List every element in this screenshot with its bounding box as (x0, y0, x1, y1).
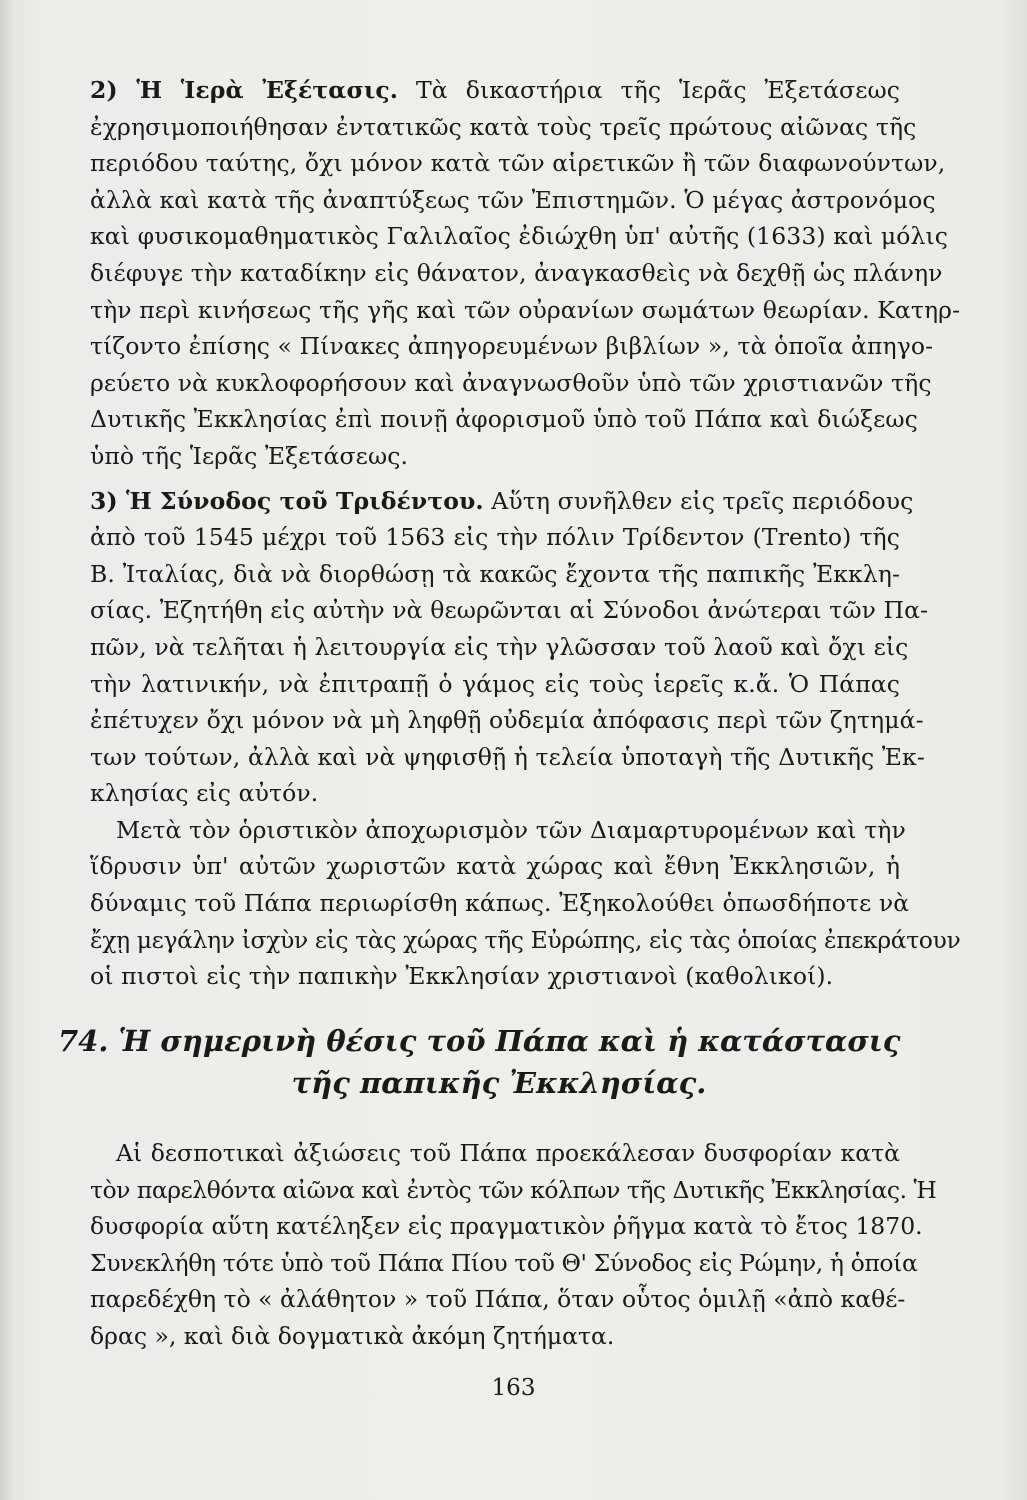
text-line: Μετὰ τὸν ὁριστικὸν ἀποχωρισμὸν τῶν Διαμαρτυρομένων καὶ τὴν (116, 815, 906, 844)
text-line: Δυτικῆς Ἐκκλησίας ἐπὶ ποινῇ ἀφορισμοῦ ὑπὸ τοῦ Πάπα καὶ διώξεως (90, 405, 918, 434)
text-line: Συνεκλήθη τότε ὑπὸ τοῦ Πάπα Πίου τοῦ Θ' Σύνοδος εἰς Ρώμην, ἡ ὁποία (90, 1248, 918, 1277)
text-line: ἀπὸ τοῦ 1545 μέχρι τοῦ 1563 εἰς τὴν πόλιν Τρίδεντον (Trento) τῆς (90, 523, 900, 552)
text-line: ἐπέτυχεν ὄχι μόνον νὰ μὴ ληφθῇ οὐδεμία ἀπόφασις περὶ τῶν ζητημά- (90, 706, 924, 735)
text-line: δρας », καὶ διὰ δογματικὰ ἀκόμη ζητήματα. (90, 1321, 615, 1350)
text-line: Αἱ δεσποτικαὶ ἀξιώσεις τοῦ Πάπα προεκάλεσαν δυσφορίαν κατὰ (116, 1139, 900, 1167)
text-line: Β. Ἰταλίας, διὰ νὰ διορθώσῃ τὰ κακῶς ἔχοντα τῆς παπικῆς Ἐκκλη- (90, 559, 900, 588)
text-line: διέφυγε τὴν καταδίκην εἰς θάνατον, ἀναγκασθεὶς νὰ δεχθῇ ὡς πλάνην (90, 258, 943, 287)
paragraph-lead-label: 3) Ἡ Σύνοδος τοῦ Τριδέντου. (90, 486, 484, 515)
text-line: ἵδρυσιν ὑπ' αὐτῶν χωριστῶν κατὰ χώρας καὶ ἔθνη Ἐκκλησιῶν, ἡ (90, 852, 900, 881)
text-line: καὶ φυσικομαθηματικὸς Γαλιλαῖος ἐδιώχθη ὑπ' αὐτῆς (1633) καὶ μόλις (90, 222, 949, 251)
text-line: ἀλλὰ καὶ κατὰ τῆς ἀναπτύξεως τῶν Ἐπιστημῶν. Ὁ μέγας ἀστρονόμος (90, 185, 936, 214)
text-line (90, 72, 900, 109)
text-line: πῶν, νὰ τελῆται ἡ λειτουργία εἰς τὴν γλῶσσαν τοῦ λαοῦ καὶ ὄχι εἰς (90, 632, 909, 661)
text-line: ἐχρησιμοποιήθησαν ἐντατικῶς κατὰ τοὺς τρεῖς πρώτους αἰῶνας τῆς (90, 112, 917, 141)
text-line: τὸν παρελθόντα αἰῶνα καὶ ἐντὸς τῶν κόλπων τῆς Δυτικῆς Ἐκκλησίας. Ἡ (90, 1175, 937, 1204)
text-line: τὴν περὶ κινήσεως τῆς γῆς καὶ τῶν οὐρανίων σωμάτων θεωρίαν. Κατηρ- (90, 295, 961, 324)
text-line: δυσφορία αὕτη κατέληξεν εἰς πραγματικὸν ῥῆγμα κατὰ τὸ ἔτος 1870. (90, 1212, 923, 1241)
text-line: παρεδέχθη τὸ « ἀλάθητον » τοῦ Πάπα, ὅταν οὗτος ὁμιλῇ «ἀπὸ καθέ- (90, 1285, 906, 1314)
text-line: ἔχῃ μεγάλην ἰσχὺν εἰς τὰς χώρας τῆς Εὐρώπης, εἰς τὰς ὁποίας ἐπεκράτουν (90, 925, 961, 954)
section-heading-line-1: 74. Ἡ σημερινὴ θέσις τοῦ Πάπα καὶ ἡ κατάστασις (58, 1024, 901, 1058)
body-text-bottom (90, 1135, 937, 1355)
text-line: σίας. Ἐζητήθη εἰς αὐτὴν νὰ θεωρῶνται αἱ Σύνοδοι ἀνώτεραι τῶν Πα- (90, 596, 929, 625)
text-line: τίζοντο ἐπίσης « Πίνακες ἀπηγορευμένων βιβλίων », τὰ ὁποῖα ἀπηγο- (90, 332, 934, 361)
body-text-top (90, 72, 961, 995)
section-heading-line-2: τῆς παπικῆς Ἐκκλησίας. (291, 1066, 707, 1100)
text-line: των τούτων, ἀλλὰ καὶ νὰ ψηφισθῇ ἡ τελεία ὑποταγὴ τῆς Δυτικῆς Ἐκ- (90, 742, 925, 771)
text-line: ρεύετο νὰ κυκλοφορήσουν καὶ ἀναγνωσθοῦν ὑπὸ τῶν χριστιανῶν τῆς (90, 368, 932, 397)
text-line-rest: Αὕτη συνῆλθεν εἰς τρεῖς περιόδους (491, 486, 914, 515)
page-number: 163 (491, 1375, 536, 1401)
text-line: οἱ πιστοὶ εἰς τὴν παπικὴν Ἐκκλησίαν χριστιανοὶ (καθολικοί). (90, 962, 834, 991)
text-line: ὑπὸ τῆς Ἱερᾶς Ἐξετάσεως. (90, 441, 409, 470)
paragraph-council-of-trent (90, 483, 929, 812)
text-line (90, 483, 914, 520)
paragraph-lead-label: 2) Ἡ Ἱερὰ Ἐξέτασις. (90, 76, 399, 104)
text-line: περιόδου ταύτης, ὄχι μόνον κατὰ τῶν αἱρετικῶν ἢ τῶν διαφωνούντων, (90, 149, 946, 178)
paragraph-inquisition (90, 72, 961, 475)
text-line-rest: Τὰ δικαστήρια τῆς Ἱερᾶς Ἐξετάσεως (416, 76, 900, 104)
text-line: κλησίας εἰς αὐτόν. (90, 779, 319, 808)
paragraph-after-separation (90, 812, 961, 995)
page-edge-shadow (0, 0, 14, 1500)
section-heading (58, 1020, 900, 1104)
text-line: τὴν λατινικήν, νὰ ἐπιτραπῇ ὁ γάμος εἰς τοὺς ἱερεῖς κ.ἄ. Ὁ Πάπας (90, 669, 900, 698)
text-line: δύναμις τοῦ Πάπα περιωρίσθη κάπως. Ἐξηκολούθει ὁπωσδήποτε νὰ (90, 889, 910, 918)
